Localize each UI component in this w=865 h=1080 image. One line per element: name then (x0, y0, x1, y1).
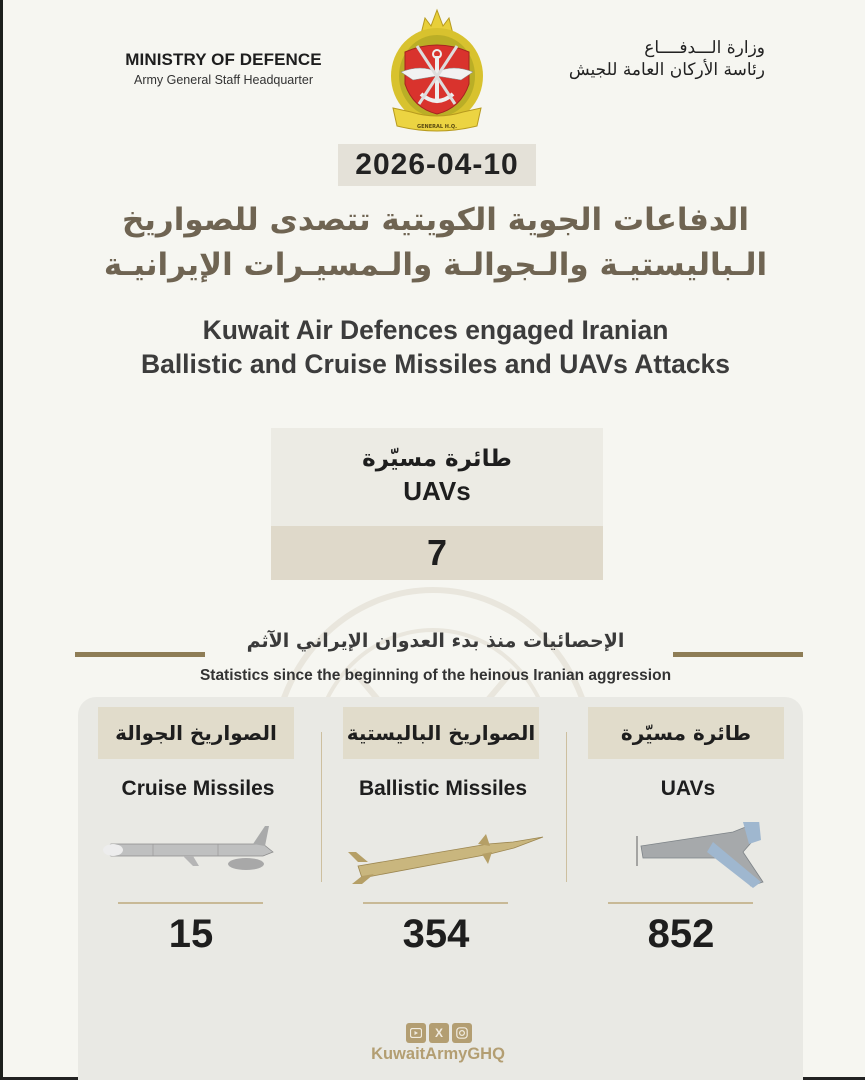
stat-rule (118, 902, 263, 904)
stats-heading-ar: الإحصائيات منذ بدء العدوان الإيراني الآثم (246, 630, 625, 652)
ministry-name-en: MINISTRY OF DEFENCE (125, 50, 322, 69)
daily-count: 7 (271, 526, 603, 580)
headline-ar (93, 198, 778, 288)
stats-heading-en: Statistics since the beginning of the heinous Iranian aggression (199, 667, 672, 684)
column-divider (321, 732, 322, 882)
headline-en (63, 313, 808, 381)
stat-card-uavs (568, 697, 808, 1080)
heading-rule-right (673, 652, 803, 657)
stat-label-en: Cruise Missiles (121, 777, 275, 800)
headline-ar-line2: الـباليستيـة والـجوالـة والـمسيـرات الإيرانيـة (103, 247, 768, 283)
stat-rule (363, 902, 508, 904)
social-handle[interactable]: KuwaitArmyGHQ (371, 1045, 505, 1063)
heading-rule-left (75, 652, 205, 657)
youtube-icon[interactable] (406, 1023, 426, 1043)
stat-label-en: Ballistic Missiles (358, 777, 528, 800)
drone-icon (583, 822, 793, 892)
headline-ar-line1: الدفاعات الجوية الكويتية تتصدى للصواريخ (121, 202, 750, 238)
hq-name-ar: رئاسة الأركان العامة للجيش (568, 60, 765, 80)
ministry-header-en (121, 50, 326, 87)
column-divider (566, 732, 567, 882)
stat-count: 354 (402, 912, 470, 956)
stat-label-ar: طائرة مسيّرة (588, 707, 784, 759)
cruise-missile-icon (93, 822, 303, 892)
stat-label-en: UAVs (660, 777, 716, 800)
hq-name-en: Army General Staff Headquarter (133, 73, 314, 87)
daily-uav-card (271, 428, 603, 580)
instagram-icon[interactable] (452, 1023, 472, 1043)
ministry-name-ar: وزارة الـــدفــــاع (644, 38, 765, 58)
daily-label-en: UAVs (403, 476, 471, 506)
daily-label-ar: طائرة مسيّرة (362, 446, 512, 472)
stat-label-ar: الصواريخ الجوالة (98, 707, 294, 759)
stat-card-cruise (78, 697, 318, 1080)
headline-en-line2: Ballistic and Cruise Missiles and UAVs Attacks (140, 349, 731, 379)
x-icon[interactable]: X (429, 1023, 449, 1043)
stat-count: 15 (168, 912, 214, 956)
social-icons (404, 1023, 474, 1043)
stat-rule (608, 902, 753, 904)
emblem-caption: GENERAL H.Q. (417, 124, 457, 130)
army-emblem-logo (381, 4, 493, 134)
stat-count: 852 (647, 912, 715, 956)
ministry-header-ar (535, 38, 765, 80)
stat-label-ar: الصواريخ الباليستية (343, 707, 539, 759)
ballistic-missile-icon (338, 822, 548, 892)
headline-en-line1: Kuwait Air Defences engaged Iranian (202, 315, 669, 345)
report-date: 2026-04-10 (338, 144, 536, 186)
